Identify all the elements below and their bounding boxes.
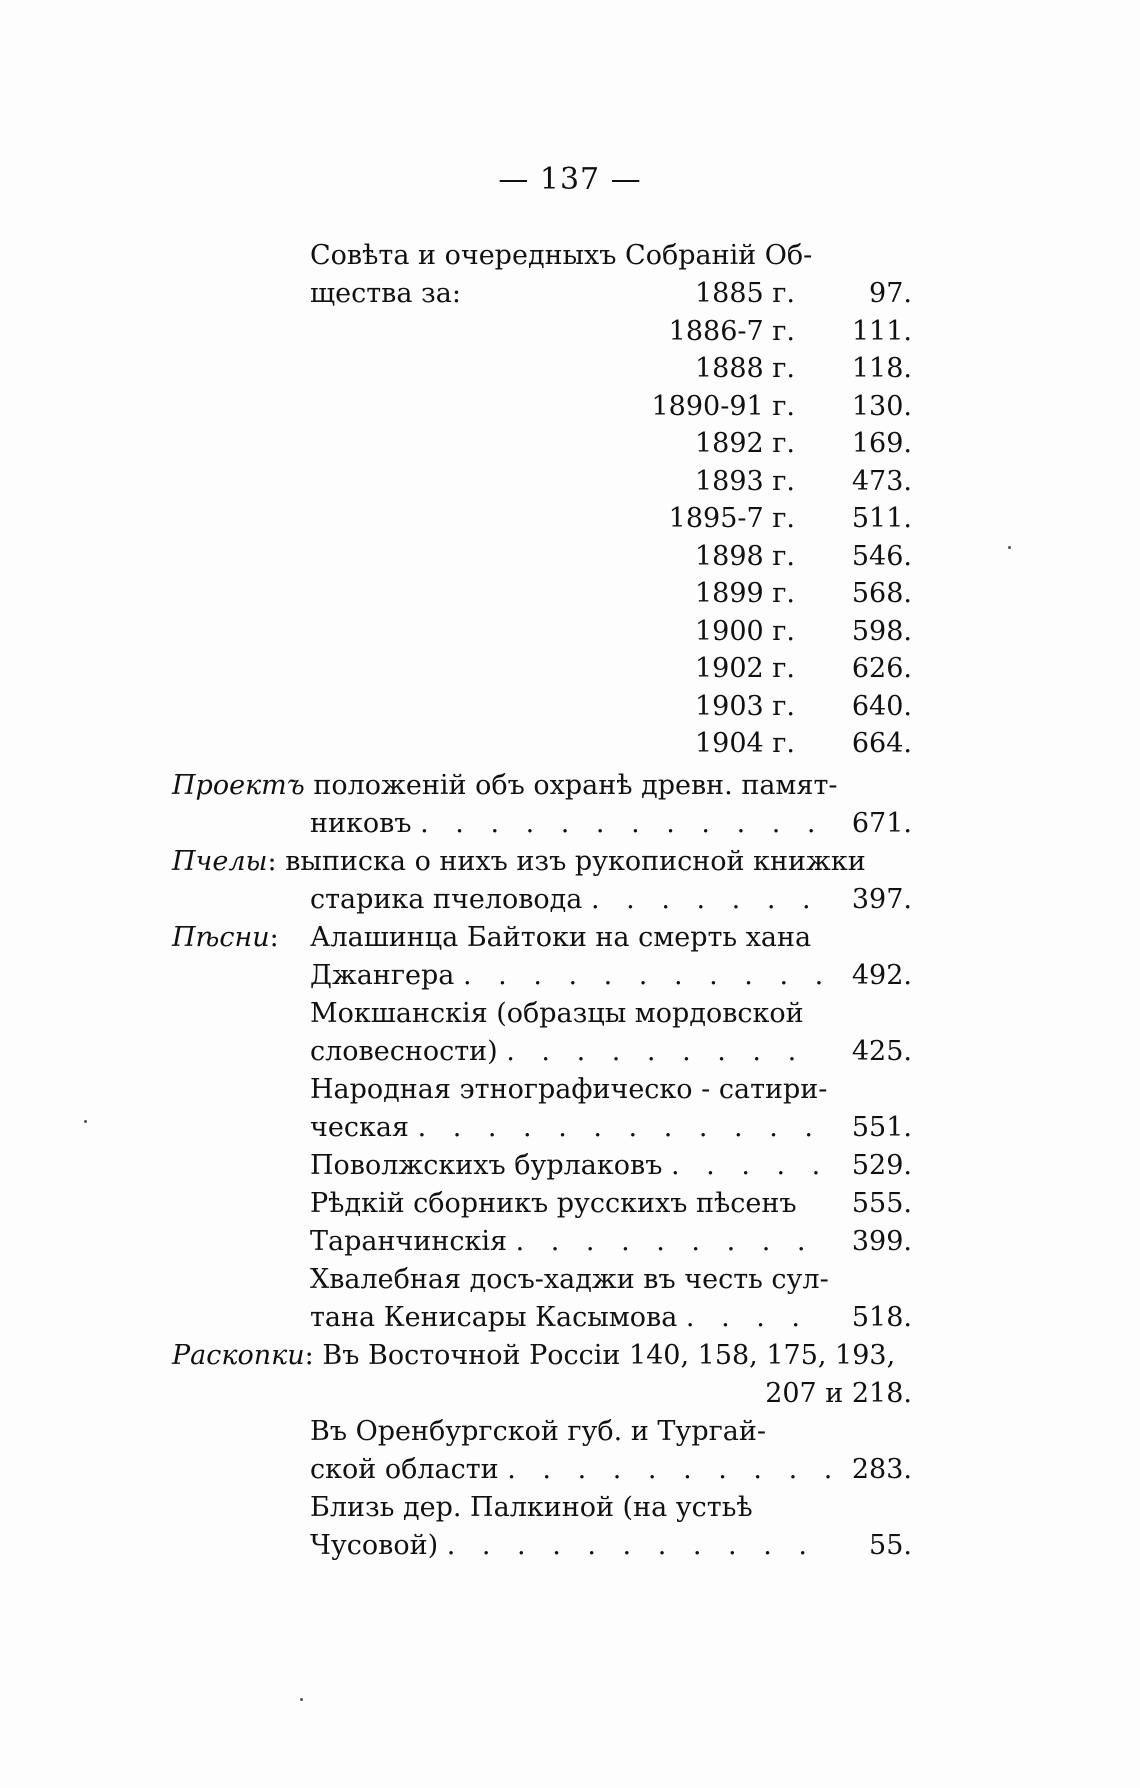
leader-dots: . . . . . . . . . . . . (417, 1112, 822, 1143)
pesni-item-6-text-1: Таранчинскія (310, 1226, 507, 1257)
leader-dots: . . . . . . . (591, 884, 820, 915)
council-year: 1902 г. (694, 653, 795, 684)
pesni-heading-line (172, 918, 279, 958)
raskopki-item-2-line-2 (310, 1526, 816, 1566)
council-year: 1885 г. (694, 278, 795, 309)
raskopki-item-1-page: 283. (851, 1454, 912, 1485)
raskopki-item-2-page: 55. (869, 1530, 912, 1561)
pesni-item-5-page: 555. (851, 1188, 912, 1219)
council-year: 1892 г. (694, 428, 795, 459)
scan-speck (300, 1698, 303, 1701)
council-page-ref: 664. (851, 728, 912, 759)
pesni-item-2-text-2: словесности) (310, 1036, 498, 1067)
pchely-page: 397. (851, 884, 912, 915)
council-page-ref: 511. (851, 503, 912, 534)
council-line-2: щества за: (310, 278, 461, 309)
leader-dots: . . . . . . . . . (506, 1036, 806, 1067)
council-year: 1904 г. (694, 728, 795, 759)
council-year: 1888 г. (694, 353, 795, 384)
council-page-ref: 97. (869, 278, 912, 309)
raskopki-item-2-text-2: Чусовой) (310, 1530, 439, 1561)
leader-dots: . . . . . . . . . . . . (420, 808, 825, 839)
pesni-item-3-line-2 (310, 1108, 822, 1148)
pesni-item-3-page: 551. (851, 1112, 912, 1143)
pesni-item-7-page: 518. (851, 1302, 912, 1333)
pesni-item-7-line-1: Хвалебная досъ-хаджи въ честь сул- (310, 1264, 829, 1295)
council-page-ref: 118. (851, 353, 912, 384)
leader-dots: . . . . (685, 1302, 809, 1333)
council-year: 1886-7 г. (668, 315, 795, 347)
scan-speck (84, 1120, 87, 1123)
leader-dots: . . . . . . . . . . . (462, 960, 833, 991)
pesni-item-1-text-2: Джангера (310, 960, 455, 991)
pesni-item-1-page: 492. (851, 960, 912, 991)
pesni-item-7-line-2 (310, 1298, 809, 1338)
pesni-item-2-page: 425. (851, 1036, 912, 1067)
council-page-ref: 568. (851, 578, 912, 609)
leader-dots: . . . . . . . . . . (507, 1454, 842, 1485)
pesni-item-2-line-1: Мокшанскія (образцы мордовской (310, 998, 804, 1029)
council-page-ref: 473. (851, 465, 912, 497)
pchely-heading: Пчелы (172, 846, 268, 877)
proekt-heading: Проектъ (172, 770, 305, 801)
raskopki-item-1-line-1: Въ Оренбургской губ. и Тургай- (310, 1416, 766, 1447)
council-page-ref: 546. (851, 540, 912, 572)
leader-dots: . . . . . (671, 1150, 830, 1181)
pchely-text-2: старика пчеловода (310, 884, 583, 915)
council-year: 1900 г. (694, 615, 795, 647)
pchely-line-2 (310, 880, 820, 920)
pesni-item-3-line-1: Народная этнографическо - сатири- (310, 1074, 828, 1105)
pesni-item-3-text-2: ческая (310, 1112, 409, 1143)
pesni-item-4-line-1 (310, 1146, 829, 1186)
council-page-ref: 626. (851, 653, 912, 684)
council-page-ref: 130. (851, 390, 912, 422)
council-year: 1893 г. (694, 465, 795, 497)
pesni-item-6-line-1 (310, 1222, 815, 1262)
pchely-line-1 (172, 842, 866, 882)
raskopki-line-1 (172, 1336, 912, 1376)
raskopki-item-1-text-2: ской области (310, 1454, 499, 1485)
raskopki-colon: : (304, 1340, 314, 1371)
council-year: 1899 г. (694, 578, 795, 609)
raskopki-item-1-line-2 (310, 1450, 841, 1490)
council-year: 1903 г. (694, 690, 795, 722)
council-line-1: Совѣта и очередныхъ Собраній Об- (310, 240, 813, 271)
council-year: 1895-7 г. (668, 503, 795, 534)
pesni-item-6-page: 399. (851, 1226, 912, 1257)
council-year: 1898 г. (694, 540, 795, 572)
raskopki-heading: Раскопки (172, 1340, 305, 1371)
scan-speck (1008, 546, 1011, 549)
pesni-item-4-page: 529. (851, 1150, 912, 1181)
pesni-colon: : (269, 922, 279, 953)
raskopki-item-2-line-1: Близь дер. Палкиной (на устьѣ (310, 1492, 753, 1523)
council-year: 1890-91 г. (651, 390, 795, 422)
pchely-text-1: выписка о нихъ изъ рукописной книжки (285, 846, 866, 877)
proekt-text-2: никовъ (310, 808, 412, 839)
proekt-line-2 (310, 804, 825, 844)
council-page-ref: 640. (851, 690, 912, 722)
pesni-item-4-text-1: Поволжскихъ бурлаковъ (310, 1150, 663, 1181)
council-page-ref: 111. (851, 315, 912, 347)
pesni-item-1-line-2 (310, 956, 832, 996)
pesni-item-5-line-1: Рѣдкій сборникъ русскихъ пѣсенъ (310, 1188, 797, 1219)
pesni-item-2-line-2 (310, 1032, 805, 1072)
council-page-ref: 169. (851, 428, 912, 459)
leader-dots: . . . . . . . . . (515, 1226, 815, 1257)
raskopki-text-1: Въ Восточной Россіи 140, 158, 175, 193, (322, 1340, 896, 1371)
leader-dots: . . . . . . . . . . . (446, 1530, 816, 1561)
proekt-line-1 (172, 766, 838, 806)
raskopki-line-2: 207 и 218. (765, 1378, 912, 1409)
pchely-colon: : (267, 846, 277, 877)
proekt-page: 671. (851, 808, 912, 839)
pesni-item-7-text-2: тана Кенисары Касымова (310, 1302, 678, 1333)
pesni-heading: Пѣсни (172, 922, 270, 953)
pesni-item-1-line-1: Алашинца Байтоки на смерть хана (310, 922, 812, 953)
page-number: — 137 — (498, 162, 642, 197)
proekt-text-1: положеній объ охранѣ древн. памят- (313, 770, 838, 801)
council-page-ref: 598. (851, 615, 912, 647)
